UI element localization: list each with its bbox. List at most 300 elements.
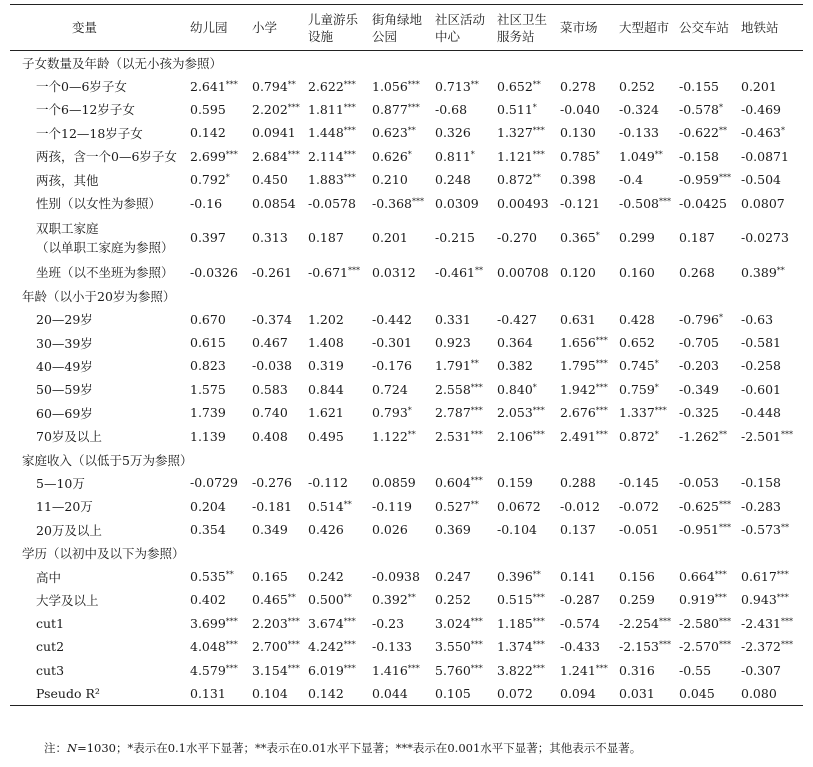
table-row [10,378,803,401]
table-row [10,658,803,681]
significance-stars: * [532,102,537,112]
coefficient-value: 0.365 [560,230,596,246]
significance-stars: * [470,149,475,159]
coefficient-value: -0.0273 [741,230,789,246]
coefficient-value: -0.012 [560,498,601,514]
table-cell [739,518,803,541]
coefficient-value: 4.048 [190,639,226,655]
coefficient-value: -0.469 [741,101,782,117]
table-cell [370,354,433,377]
coefficient-value: -0.601 [741,381,782,397]
table-row [10,588,803,611]
significance-stars: ** [343,499,352,509]
coefficient-value: 0.156 [619,569,655,584]
significance-stars: *** [225,663,238,673]
table-cell [433,215,495,261]
table-cell [558,145,617,168]
table-row [10,74,803,97]
table-cell [677,518,739,541]
significance-stars: *** [532,406,545,416]
table-cell [558,588,617,611]
coefficient-value: 0.201 [741,78,777,94]
row-label: cut3 [36,662,65,678]
table-cell [306,658,370,681]
table-cell [617,518,677,541]
table-cell [250,308,306,331]
header-bus-stop: 公交车站 [677,5,739,51]
table-cell [370,168,433,191]
table-cell [433,98,495,121]
table-cell [617,378,677,401]
coefficient-value: 0.389 [741,264,777,280]
coefficient-value: 0.142 [190,125,226,141]
table-cell [188,401,250,424]
significance-stars: * [719,312,724,322]
significance-stars: *** [343,149,356,159]
table-cell [370,331,433,354]
table-cell [306,682,370,706]
coefficient-value: 0.877 [372,101,408,117]
table-cell [558,401,617,424]
significance-stars: *** [343,79,356,89]
coefficient-value: 0.919 [679,592,715,608]
table-cell [558,471,617,494]
significance-stars: *** [595,406,608,416]
table-cell [250,612,306,635]
coefficient-value: -0.4 [619,172,644,188]
table-cell [370,588,433,611]
significance-stars: *** [348,265,361,275]
table-cell [617,191,677,214]
header-supermarket: 大型超市 [617,5,677,51]
coefficient-value: 0.130 [560,125,596,141]
significance-stars: *** [470,663,483,673]
table-cell [188,145,250,168]
coefficient-value: 1.337 [619,405,655,421]
coefficient-value: 0.0672 [497,498,541,514]
coefficient-value: 0.872 [497,172,533,188]
coefficient-value: 0.252 [619,78,655,94]
table-cell [739,331,803,354]
coefficient-value: 0.210 [372,172,408,188]
table-cell [617,658,677,681]
coefficient-value: 2.699 [190,148,226,164]
significance-stars: * [225,173,230,183]
significance-stars: *** [532,616,545,626]
coefficient-value: 0.428 [619,311,655,327]
coefficient-value: 0.511 [497,101,533,117]
table-cell [677,495,739,518]
significance-stars: * [532,382,537,392]
significance-stars: ** [654,149,663,159]
table-cell [495,635,558,658]
table-row [10,98,803,121]
coefficient-value: 0.259 [619,592,655,608]
coefficient-value: 0.316 [619,662,655,678]
coefficient-value: 0.840 [497,381,533,397]
row-label: 坐班（以不坐班为参照） [36,265,174,281]
coefficient-value: 0.495 [308,428,344,444]
table-cell [558,518,617,541]
table-cell [370,191,433,214]
table-cell [677,424,739,447]
group-row [10,284,803,307]
table-cell [370,682,433,706]
coefficient-value: 0.595 [190,101,226,117]
coefficient-value: -0.276 [252,475,293,491]
significance-stars: ** [470,499,479,509]
table-cell [433,565,495,588]
table-cell [250,378,306,401]
coefficient-value: 0.0807 [741,195,785,211]
significance-stars: *** [595,429,608,439]
coefficient-value: 0.745 [619,358,655,374]
table-cell [495,308,558,331]
coefficient-value: -0.261 [252,264,293,280]
significance-stars: * [407,406,412,416]
coefficient-value: 3.699 [190,615,226,631]
table-row [10,354,803,377]
significance-stars: ** [470,359,479,369]
significance-stars: *** [776,593,789,603]
table-cell [558,74,617,97]
coefficient-value: -0.55 [679,662,712,678]
table-cell [495,658,558,681]
row-label: 高中 [36,569,62,585]
coefficient-value: 0.142 [308,685,344,701]
coefficient-value: -0.448 [741,405,782,421]
coefficient-value: 1.656 [560,335,596,351]
coefficient-value: 0.500 [308,592,344,608]
table-cell [677,74,739,97]
table-cell [188,565,250,588]
coefficient-value: 3.550 [435,639,471,655]
coefficient-value: 0.626 [372,148,408,164]
group-label: 家庭收入（以低于5万为参照） [22,452,193,468]
table-cell [250,331,306,354]
coefficient-value: -0.578 [679,101,720,117]
group-label: 年龄（以小于20岁为参照） [22,288,176,304]
table-cell [188,261,250,284]
table-cell [250,98,306,121]
table-cell [677,168,739,191]
significance-stars: *** [719,523,732,533]
row-label: 30—39岁 [36,335,93,351]
table-cell [617,121,677,144]
coefficient-value: -0.0938 [372,569,420,584]
table-cell [617,308,677,331]
table-cell [739,308,803,331]
coefficient-value: 2.203 [252,615,288,631]
coefficient-value: 0.319 [308,358,344,374]
coefficient-value: 6.019 [308,662,344,678]
significance-stars: *** [776,570,789,579]
significance-stars: *** [719,173,732,183]
table-cell [306,121,370,144]
table-cell [558,331,617,354]
significance-stars: *** [343,102,356,112]
header-playground: 儿童游乐设施 [306,5,370,51]
table-row [10,168,803,191]
coefficient-value: -0.68 [435,101,468,117]
table-cell [306,378,370,401]
table-cell [250,354,306,377]
table-cell [677,98,739,121]
table-row [10,331,803,354]
table-cell [495,145,558,168]
table-cell [677,612,739,635]
coefficient-value: 2.106 [497,428,533,444]
table-cell [617,682,677,706]
significance-stars: *** [659,616,672,626]
note-text: =1030；*表示在0.1水平下显著；**表示在0.01水平下显著；***表示在0.001水平下显著；其他表示不显著。 [77,741,642,755]
coefficient-value: 0.141 [560,569,596,584]
table-cell [558,658,617,681]
coefficient-value: -2.372 [741,639,782,655]
table-row [10,471,803,494]
significance-stars: *** [287,640,300,650]
coefficient-value: 0.398 [560,172,596,188]
coefficient-value: 1.185 [497,615,533,631]
table-cell [495,588,558,611]
table-cell [250,261,306,284]
coefficient-value: 0.0854 [252,195,296,211]
coefficient-value: 0.402 [190,592,226,608]
coefficient-value: -0.463 [741,125,782,141]
coefficient-value: 0.165 [252,569,288,584]
coefficient-value: -0.119 [372,498,413,514]
coefficient-value: -0.368 [372,195,413,211]
header-kindergarten: 幼儿园 [188,5,250,51]
table-cell [188,378,250,401]
coefficient-value: -0.158 [741,475,782,491]
coefficient-value: 3.154 [252,662,288,678]
significance-stars: ** [407,126,416,136]
coefficient-value: 1.049 [619,148,655,164]
coefficient-value: 0.923 [435,335,471,351]
table-cell [677,261,739,284]
table-cell [370,145,433,168]
coefficient-value: -0.0326 [190,264,238,280]
coefficient-value: -2.580 [679,615,720,631]
coefficient-value: 0.072 [497,685,533,701]
coefficient-value: 0.0312 [372,264,416,280]
row-label: 60—69岁 [36,405,93,421]
table-cell [370,121,433,144]
table-cell [617,495,677,518]
table-cell [433,308,495,331]
table-cell [739,612,803,635]
coefficient-value: 1.374 [497,639,533,655]
coefficient-value: -0.301 [372,335,413,351]
significance-stars: *** [595,663,608,673]
table-header-row [10,5,803,51]
coefficient-value: 0.872 [619,428,655,444]
coefficient-value: 4.242 [308,639,344,655]
table-cell [558,308,617,331]
table-cell [677,658,739,681]
table-row [10,565,803,588]
table-cell [370,658,433,681]
coefficient-value: 0.792 [190,172,226,188]
coefficient-value: 0.354 [190,522,226,538]
coefficient-value: -0.433 [560,639,601,655]
coefficient-value: 0.740 [252,405,288,421]
table-cell [370,612,433,635]
table-cell [495,74,558,97]
significance-stars: *** [781,640,794,650]
coefficient-value: 2.053 [497,405,533,421]
table-row [10,191,803,214]
table-cell [370,424,433,447]
coefficient-value: -1.262 [679,428,720,444]
coefficient-value: 0.268 [679,264,715,280]
table-cell [495,168,558,191]
coefficient-value: -0.307 [741,662,782,678]
significance-stars: * [595,149,600,159]
table-cell [188,588,250,611]
table-cell [250,588,306,611]
coefficient-value: 1.139 [190,428,226,444]
table-cell [739,588,803,611]
significance-stars: *** [287,149,300,159]
coefficient-value: 2.641 [190,78,226,94]
table-cell [433,378,495,401]
table-cell [306,635,370,658]
significance-stars: *** [719,640,732,650]
header-primary-school: 小学 [250,5,306,51]
table-cell [558,261,617,284]
table-cell [677,121,739,144]
significance-stars: ** [719,126,728,136]
table-cell [250,121,306,144]
row-label: 11—20万 [36,499,93,515]
coefficient-value: 0.0309 [435,195,479,211]
table-cell [677,682,739,706]
group-label: 子女数量及年龄（以无小孩为参照） [22,55,223,71]
note-prefix: 注： [44,741,67,755]
coefficient-value: -0.270 [497,230,538,246]
header-variable: 变量 [10,5,188,51]
significance-stars: *** [470,382,483,392]
coefficient-value: -0.442 [372,311,413,327]
coefficient-value: 0.131 [190,685,226,701]
table-cell [250,74,306,97]
table-cell [306,424,370,447]
table-cell [558,191,617,214]
significance-stars: ** [532,79,541,89]
coefficient-value: -0.112 [308,475,349,491]
significance-stars: *** [287,102,300,112]
coefficient-value: -0.705 [679,335,720,351]
table-cell [433,74,495,97]
coefficient-value: -2.153 [619,639,660,655]
significance-stars: *** [719,499,732,509]
table-row [10,401,803,424]
table-cell [495,471,558,494]
coefficient-value: -0.796 [679,311,720,327]
table-cell [558,215,617,261]
coefficient-value: 0.187 [679,230,715,246]
table-cell [495,121,558,144]
table-cell [558,612,617,635]
table-cell [495,401,558,424]
significance-stars: ** [776,265,785,275]
table-cell [558,682,617,706]
coefficient-value: -0.324 [619,101,660,117]
table-cell [250,168,306,191]
coefficient-value: 0.331 [435,311,471,327]
significance-stars: *** [532,640,545,650]
significance-stars: *** [407,102,420,112]
significance-stars: *** [225,79,238,89]
coefficient-value: -0.203 [679,358,720,374]
significance-stars: ** [287,593,296,603]
table-cell [677,354,739,377]
coefficient-value: 1.327 [497,125,533,141]
coefficient-value: 0.396 [497,569,533,584]
coefficient-value: 0.031 [619,685,655,701]
table-cell [495,612,558,635]
coefficient-value: 0.615 [190,335,226,351]
table-cell [433,354,495,377]
coefficient-value: 0.652 [497,78,533,94]
coefficient-value: 2.787 [435,405,471,421]
coefficient-value: -0.215 [435,230,476,246]
coefficient-value: 0.204 [190,498,226,514]
coefficient-value: -0.121 [560,195,601,211]
table-cell [433,612,495,635]
coefficient-value: 0.248 [435,172,471,188]
table-cell [370,565,433,588]
table-cell [495,98,558,121]
significance-stars: *** [595,359,608,369]
significance-stars: * [654,359,659,369]
coefficient-value: -0.63 [741,311,774,327]
coefficient-value: 0.943 [741,592,777,608]
coefficient-value: 0.00708 [497,264,549,280]
significance-stars: *** [714,570,727,579]
significance-stars: *** [659,640,672,650]
row-label: 50—59岁 [36,382,93,398]
table-cell [250,215,306,261]
table-cell [250,495,306,518]
table-cell [433,635,495,658]
significance-stars: ** [475,265,484,275]
table-cell [677,588,739,611]
significance-stars: *** [407,79,420,89]
significance-stars: *** [781,616,794,626]
table-cell [306,98,370,121]
table-cell [617,331,677,354]
table-cell [433,588,495,611]
table-cell [558,378,617,401]
table-cell [306,588,370,611]
coefficient-value: 3.822 [497,662,533,678]
coefficient-value: -0.23 [372,615,405,631]
significance-stars: *** [781,429,794,439]
significance-stars: * [654,382,659,392]
header-community-center: 社区活动中心 [433,5,495,51]
table-cell [370,401,433,424]
table-cell [617,424,677,447]
coefficient-value: -0.574 [560,615,601,631]
table-cell [306,401,370,424]
coefficient-value: -0.622 [679,125,720,141]
coefficient-value: 0.631 [560,311,596,327]
table-cell [495,354,558,377]
table-cell [739,98,803,121]
